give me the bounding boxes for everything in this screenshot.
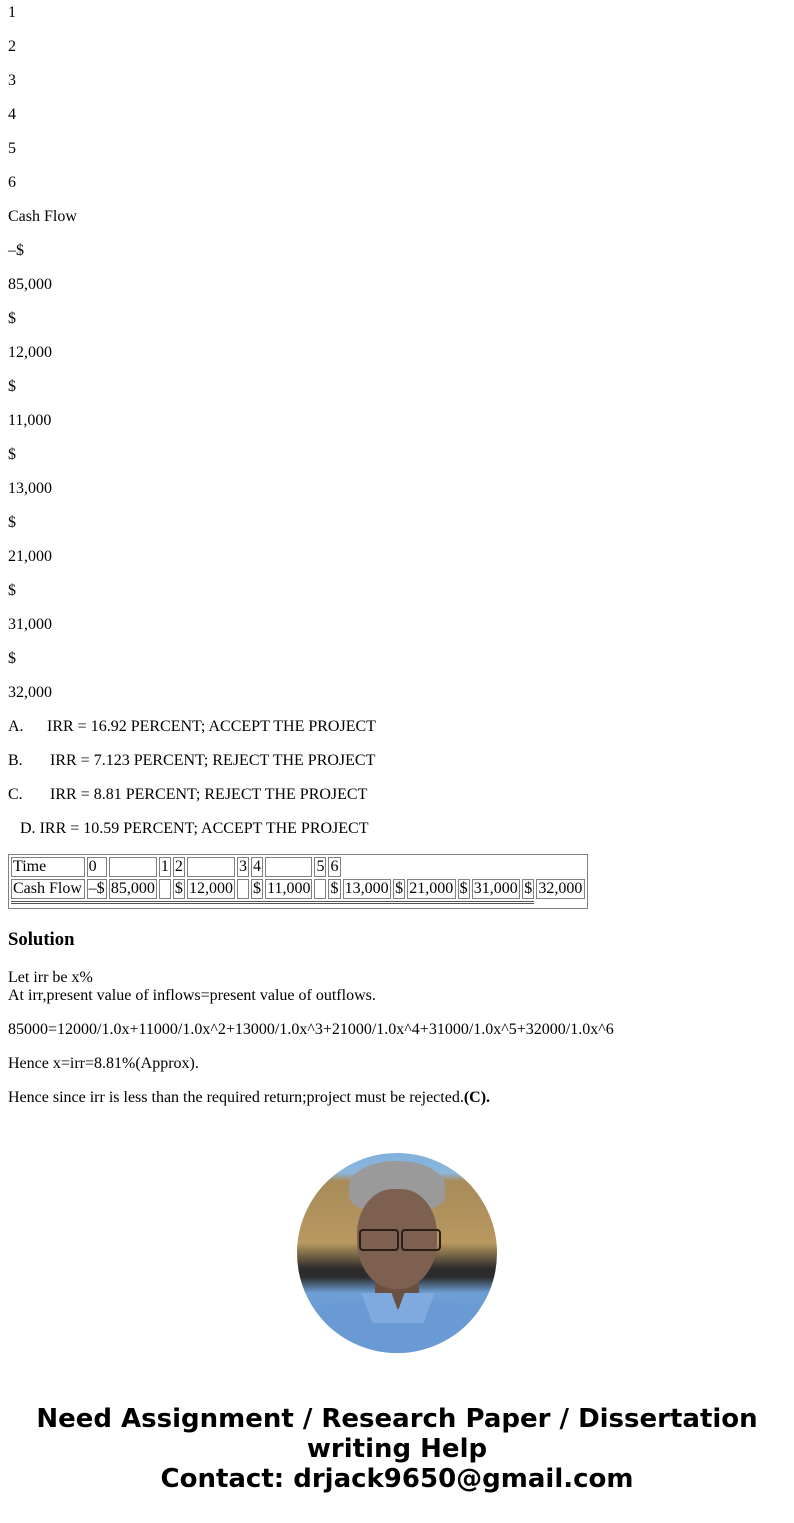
author-avatar [297,1153,497,1353]
table-cell: 2 [173,857,185,877]
time-label-5: 5 [8,140,16,157]
table-cell: 21,000 [407,879,455,899]
option-c [8,786,367,804]
flow-amount: 31,000 [8,616,52,633]
promo-contact: Contact: drjack9650@gmail.com [160,1464,634,1494]
table-cell-header: Cash Flow [11,879,85,899]
table-cell [265,857,312,877]
table-cell: $ [458,879,470,899]
option-text: IRR = 7.123 PERCENT; REJECT THE PROJECT [50,752,376,769]
table-cell: 0 [87,857,107,877]
option-b [8,752,375,770]
option-text: IRR = 8.81 PERCENT; REJECT THE PROJECT [50,786,368,803]
solution-line-1: Let irr be x% [8,969,93,986]
flow-sign: –$ [8,242,24,259]
flow-amount: 32,000 [8,684,52,701]
cash-flow-table [8,854,588,909]
time-label-6: 6 [8,174,16,191]
table-cell: 85,000 [110,880,155,897]
solution-heading: Solution [8,929,75,950]
conclusion-text: Hence since irr is less than the required return;project must be rejected. [8,1089,464,1106]
table-cell: 3 [238,858,247,875]
answer-label: (C). [463,1089,491,1106]
table-cell [109,857,157,877]
flow-sign: $ [8,378,16,395]
option-text: IRR = 16.92 PERCENT; ACCEPT THE PROJECT [47,718,376,735]
table-cell: $ [393,879,405,899]
table-cell: 11,000 [267,880,311,897]
flow-sign: $ [8,310,16,327]
cash-flow-label: Cash Flow [8,208,77,225]
table-cell: 13,000 [343,879,391,899]
table-cell: 12,000 [188,880,233,897]
option-letter: B. [8,752,23,769]
table-cell: 4 [251,857,263,877]
table-cell: $ [251,879,263,899]
time-label-2: 2 [8,38,16,55]
table-cell: 31,000 [472,879,520,899]
promo-line-2: writing Help [306,1434,488,1464]
table-cell: 32,000 [536,879,585,899]
table-cell: 6 [328,857,340,877]
time-label-3: 3 [8,72,16,89]
table-cell: 5 [316,858,325,875]
flow-sign: $ [8,446,16,463]
flow-amount: 21,000 [8,548,52,565]
option-letter: D. [20,820,36,837]
solution-result: Hence x=irr=8.81%(Approx). [8,1055,199,1072]
flow-sign: $ [8,582,16,599]
time-label-4: 4 [8,106,16,123]
option-d [20,820,369,838]
table-divider [11,901,534,906]
option-a [8,718,376,736]
option-text: IRR = 10.59 PERCENT; ACCEPT THE PROJECT [39,820,369,837]
table-cell: 1 [160,858,169,875]
table-cell: –$ [87,879,107,899]
table-cell-header: Time [11,857,85,877]
table-row-cash-flow [11,879,585,899]
flow-amount: 12,000 [8,344,52,361]
table-cell: $ [173,879,185,899]
promo-banner [0,1404,794,1494]
table-cell [159,879,171,899]
table-cell [314,879,326,899]
option-letter: A. [8,718,24,735]
flow-amount: 13,000 [8,480,52,497]
solution-line-2: At irr,present value of inflows=present value of outflows. [8,987,376,1004]
promo-line-1: Need Assignment / Research Paper / Dissertation [36,1404,758,1434]
table-cell [187,857,235,877]
flow-amount: 11,000 [8,412,52,429]
glasses-icon [355,1229,441,1249]
solution-conclusion [8,1089,490,1107]
flow-amount: 85,000 [8,276,52,293]
time-label-1: 1 [8,4,16,21]
flow-sign: $ [8,514,16,531]
table-cell: $ [328,879,340,899]
table-row-spacer [11,901,585,906]
solution-equation: 85000=12000/1.0x+11000/1.0x^2+13000/1.0x^3+21000/1.0x^4+31000/1.0x^5+32000/1.0x^6 [8,1021,614,1038]
table-cell [237,879,249,899]
table-cell: $ [522,879,534,899]
flow-sign: $ [8,650,16,667]
table-row-time [11,857,585,877]
option-letter: C. [8,786,23,803]
